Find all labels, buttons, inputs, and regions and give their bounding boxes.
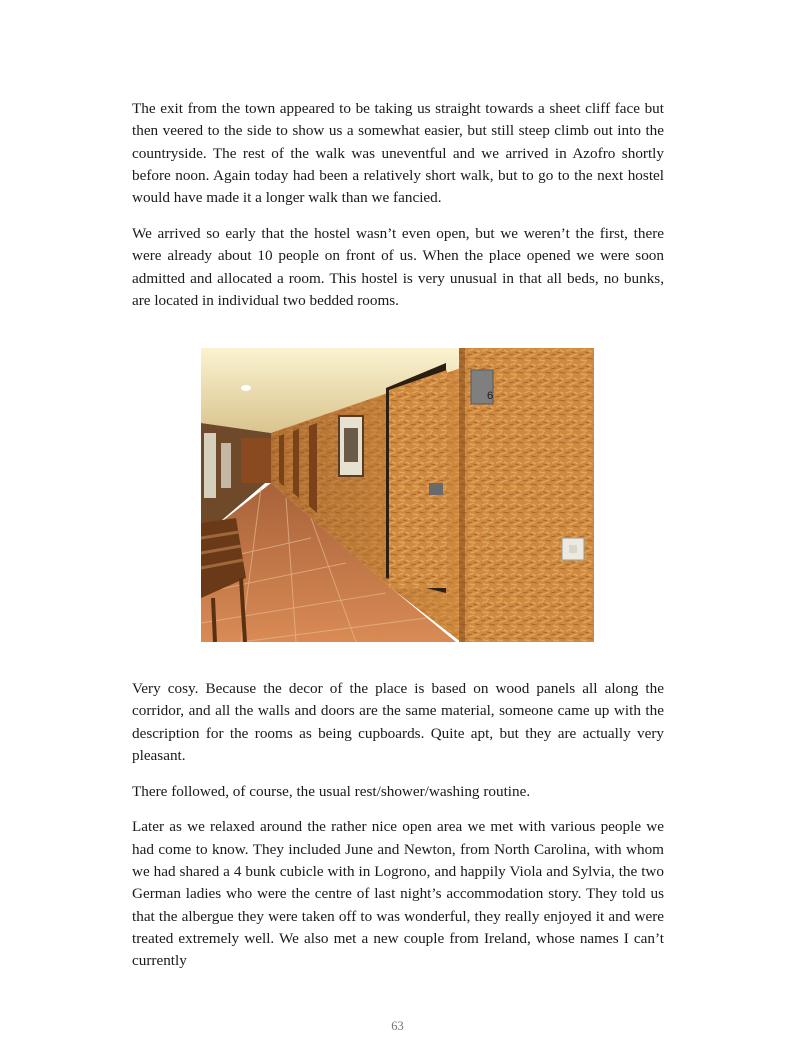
door-handle xyxy=(429,483,443,495)
paragraph: There followed, of course, the usual rest/shower/washing routine. xyxy=(132,782,531,800)
paragraph: We arrived so early that the hostel wasn’t even open, but we weren’t the first, there were already about 10 people on front of us. When the place opened we were soon admitted and allocated a room. This hostel is very unusual in that all beds, no bunks, are located in individual two bedded rooms. xyxy=(132,224,664,309)
hostel-corridor-photo xyxy=(201,348,594,642)
window xyxy=(221,443,231,488)
paragraph: Very cosy. Because the decor of the place is based on wood panels all along the corridor, and all the walls and doors are the same material, someone came up with the description for the rooms as being cupboards. Quite apt, but they are actually very pleasant. xyxy=(132,680,664,764)
door-number: 6 xyxy=(487,390,494,402)
paragraph: Later as we relaxed around the rather nice open area we met with various people we had come to know. They included June and Newton, from North Carolina, with whom we had shared a 4 bunk cubicle with in Logrono, and happily Viola and Sylvia, the two German ladies who were the centre of last night’s accommodation story. They told us that the albergue they were taken off to was wonderful, they really enjoyed it and were treated extremely well. We also met a new couple from Ireland, whose names I can’t currently xyxy=(132,818,664,970)
text-block-top xyxy=(132,98,664,326)
text-block-bottom xyxy=(132,678,664,986)
open-door xyxy=(389,370,447,588)
corridor-end xyxy=(241,438,273,483)
paragraph: The exit from the town appeared to be taking us straight towards a sheet cliff face but then veered to the side to show us a somewhat easier, but still steep climb out into the countryside. The rest of the walk was uneventful and we arrived in Azofro shortly before noon. Again today had been a relatively short walk, but to go to the next hostel would have made it a longer walk than we fancied. xyxy=(132,100,664,207)
window xyxy=(204,433,216,498)
ceiling-light xyxy=(241,385,251,391)
page-number: 63 xyxy=(391,1019,404,1033)
